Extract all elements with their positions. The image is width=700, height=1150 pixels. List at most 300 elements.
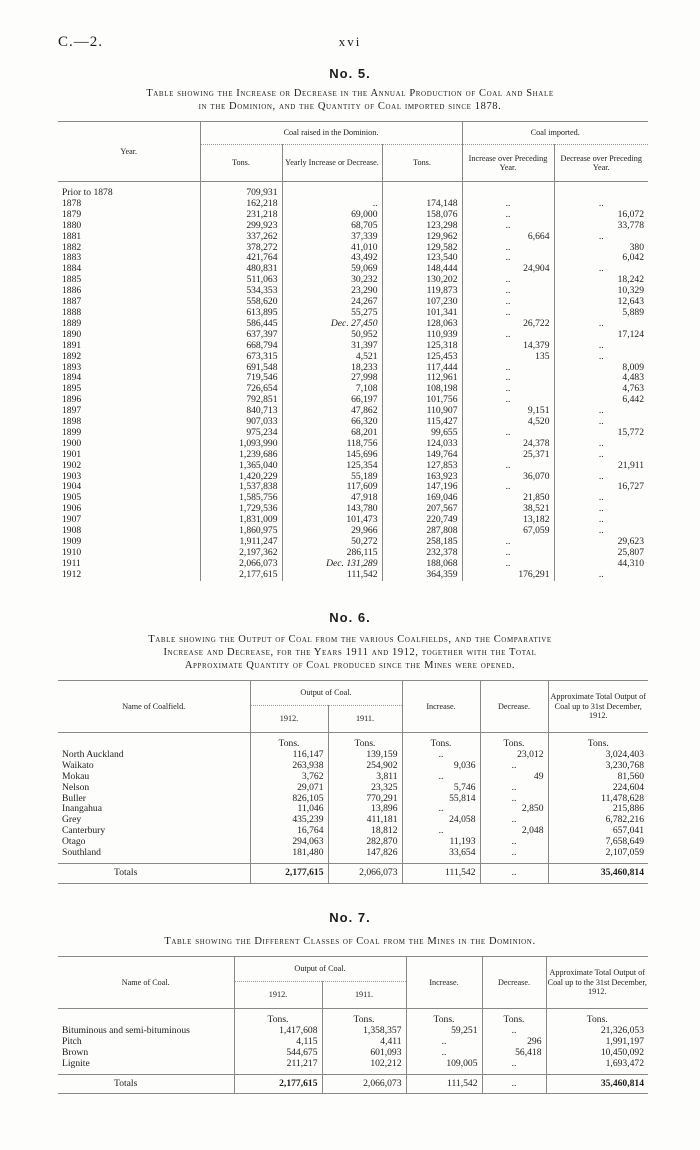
yearly-change-cell: 31,397: [282, 341, 382, 352]
yearly-change-cell: 37,339: [282, 232, 382, 243]
decrease-cell: 33,778: [617, 219, 644, 231]
increase-cell: 109,005: [406, 1059, 482, 1074]
table-row: [58, 848, 648, 863]
tons-raised-cell: 1,729,536: [200, 504, 282, 515]
coalfield-name-cell: Nelson: [58, 783, 250, 794]
tons-imported-cell: 101,756: [382, 395, 462, 406]
coalfield-name-cell: North Auckland: [58, 750, 250, 761]
table-row: [58, 761, 648, 772]
decrease-cell: ..: [598, 448, 604, 460]
coal-name-cell: Bituminous and semi-bituminous: [58, 1026, 234, 1037]
increase-cell: ..: [462, 482, 554, 493]
decrease-cell: ..: [480, 848, 548, 863]
output-1911-cell: 254,902: [328, 761, 402, 772]
year-cell: 1893: [58, 363, 200, 374]
table-row: [58, 804, 648, 815]
decrease-cell: 5,889: [622, 306, 644, 318]
yearly-change-cell: 47,918: [282, 493, 382, 504]
tons-imported-cell: 163,923: [382, 472, 462, 483]
increase-cell: ..: [402, 772, 480, 783]
col-increase-header: Increase.: [402, 681, 480, 733]
coalfield-name-cell: Waikato: [58, 761, 250, 772]
year-cell: 1900: [58, 439, 200, 450]
decrease-cell: 380: [629, 241, 644, 253]
total-output-cell: 6,782,216: [605, 814, 644, 826]
tons-imported-cell: 123,298: [382, 221, 462, 232]
increase-cell: 176,291: [462, 570, 554, 581]
tons-imported-cell: 258,185: [382, 537, 462, 548]
unit-label: Tons.: [587, 738, 609, 749]
output-1911-cell: 23,325: [328, 783, 402, 794]
coal-raised-group-header: Coal raised in the Dominion.: [200, 122, 462, 145]
tons-imported-cell: 149,764: [382, 450, 462, 461]
year-cell: 1906: [58, 504, 200, 515]
decrease-cell: ..: [598, 405, 604, 417]
yearly-change-cell: 143,780: [282, 504, 382, 515]
yearly-change-cell: [282, 182, 382, 199]
year-cell: 1898: [58, 417, 200, 428]
yearly-change-cell: 286,115: [282, 548, 382, 559]
decrease-cell: ..: [598, 317, 604, 329]
yearly-change-cell: 55,275: [282, 308, 382, 319]
decrease-cell: 17,124: [617, 328, 644, 340]
year-cell: 1884: [58, 264, 200, 275]
decrease-cell: ..: [480, 761, 548, 772]
table-7-number: No. 7.: [329, 910, 371, 925]
totals-row: [58, 1074, 648, 1094]
decrease-cell: 56,418: [482, 1048, 546, 1059]
decrease-cell: ..: [598, 230, 604, 242]
decrease-cell: ..: [598, 503, 604, 515]
decrease-cell: 6,042: [622, 252, 644, 264]
table-row: [58, 1026, 648, 1037]
unit-label: Tons.: [482, 1009, 546, 1026]
decrease-cell: ..: [598, 437, 604, 449]
totals-label: Totals: [58, 863, 250, 883]
year-cell: 1908: [58, 526, 200, 537]
tons-raised-cell: 1,239,686: [200, 450, 282, 461]
tons-raised-cell: 691,548: [200, 363, 282, 374]
decrease-cell: ..: [598, 514, 604, 526]
tons-imported-cell: 112,961: [382, 373, 462, 384]
yearly-change-cell: 111,542: [282, 570, 382, 581]
total-output-cell: 3,024,403: [605, 748, 644, 760]
tons-imported-cell: 128,063: [382, 319, 462, 330]
output-1912-cell: 211,217: [234, 1059, 322, 1074]
output-1912-cell: 181,480: [250, 848, 328, 863]
decrease-cell: ..: [598, 525, 604, 537]
tons-raised-cell: 907,033: [200, 417, 282, 428]
tons-imported-cell: 117,444: [382, 363, 462, 374]
col-total-header: Approximate Total Output of Coal up to the 31st December, 1912.: [547, 968, 647, 997]
decrease-cell: ..: [480, 837, 548, 848]
decrease-cell: 296: [482, 1037, 546, 1048]
decrease-cell: ..: [598, 263, 604, 275]
yearly-change-cell: ..: [282, 199, 382, 210]
table-6-number: No. 6.: [329, 610, 371, 625]
decrease-cell: ..: [598, 492, 604, 504]
increase-cell: ..: [462, 559, 554, 570]
increase-cell: ..: [462, 275, 554, 286]
totals-cell: ..: [480, 863, 548, 883]
decrease-cell: 12,643: [617, 296, 644, 308]
tons-imported-cell: 287,808: [382, 526, 462, 537]
table-6-title-line-3: Approximate Quantity of Coal produced since the Mines were opened.: [184, 660, 516, 671]
increase-cell: ..: [462, 537, 554, 548]
col-year-header: Year.: [58, 122, 200, 182]
tons-raised-cell: 2,177,615: [200, 570, 282, 581]
tons-imported-cell: 147,196: [382, 482, 462, 493]
output-1911-cell: 147,826: [328, 848, 402, 863]
tons-imported-cell: 125,318: [382, 341, 462, 352]
year-cell: 1885: [58, 275, 200, 286]
col-tons-raised-header: Tons.: [200, 145, 282, 182]
year-cell: 1911: [58, 559, 200, 570]
increase-cell: ..: [462, 253, 554, 264]
tons-raised-cell: 231,218: [200, 210, 282, 221]
decrease-cell: ..: [598, 197, 604, 209]
tons-imported-cell: 232,378: [382, 548, 462, 559]
tons-raised-cell: 586,445: [200, 319, 282, 330]
decrease-cell: ..: [598, 470, 604, 482]
output-1912-cell: 29,071: [250, 783, 328, 794]
units-blank-cell: [58, 733, 250, 750]
tons-imported-cell: 188,068: [382, 559, 462, 570]
table-row: [58, 750, 648, 761]
table-6: [58, 680, 648, 884]
table-row: [58, 1048, 648, 1059]
totals-cell: 111,542: [406, 1074, 482, 1094]
col-1912-header: 1912.: [234, 982, 322, 1009]
yearly-change-cell: 7,108: [282, 384, 382, 395]
output-1912-cell: 263,938: [250, 761, 328, 772]
increase-cell: 11,193: [402, 837, 480, 848]
decrease-cell: 29,623: [617, 536, 644, 547]
table-7-section: [0, 910, 700, 1094]
output-1912-cell: 116,147: [250, 750, 328, 761]
output-group-header: Output of Coal.: [234, 957, 406, 982]
decrease-cell: 6,442: [622, 394, 644, 406]
decrease-cell: 2,048: [480, 826, 548, 837]
units-row: [58, 733, 648, 750]
increase-cell: 14,379: [462, 341, 554, 352]
tons-raised-cell: 673,315: [200, 352, 282, 363]
increase-cell: 33,654: [402, 848, 480, 863]
year-cell: 1890: [58, 330, 200, 341]
output-1911-cell: 139,159: [328, 750, 402, 761]
yearly-change-cell: 41,010: [282, 243, 382, 254]
increase-cell: ..: [402, 750, 480, 761]
year-cell: 1899: [58, 428, 200, 439]
yearly-change-cell: 18,233: [282, 363, 382, 374]
tons-imported-cell: 99,655: [382, 428, 462, 439]
totals-cell: 2,177,615: [250, 863, 328, 883]
yearly-change-cell: 47,862: [282, 406, 382, 417]
table-row: [58, 783, 648, 794]
yearly-change-cell: 68,201: [282, 428, 382, 439]
tons-raised-cell: 2,066,073: [200, 559, 282, 570]
increase-cell: 21,850: [462, 493, 554, 504]
yearly-change-cell: 30,232: [282, 275, 382, 286]
table-5: [58, 121, 648, 581]
year-cell: 1912: [58, 570, 200, 581]
yearly-change-cell: 29,966: [282, 526, 382, 537]
tons-raised-cell: 1,860,975: [200, 526, 282, 537]
totals-cell: 35,460,814: [600, 866, 644, 878]
total-output-cell: 1,693,472: [605, 1057, 644, 1069]
unit-label: Tons.: [250, 733, 328, 750]
decrease-cell: 25,807: [617, 546, 644, 558]
tons-raised-cell: 511,063: [200, 275, 282, 286]
coalfield-name-cell: Mokau: [58, 772, 250, 783]
increase-cell: 24,058: [402, 815, 480, 826]
year-cell: 1909: [58, 537, 200, 548]
tons-raised-cell: 840,713: [200, 406, 282, 417]
year-cell: 1907: [58, 515, 200, 526]
yearly-change-cell: 43,492: [282, 253, 382, 264]
increase-cell: 38,521: [462, 504, 554, 515]
tons-imported-cell: 124,033: [382, 439, 462, 450]
tons-imported-cell: 101,341: [382, 308, 462, 319]
output-1911-cell: 282,870: [328, 837, 402, 848]
totals-cell: 35,460,814: [600, 1077, 644, 1089]
total-output-cell: 21,326,053: [600, 1024, 644, 1036]
decrease-cell: 49: [480, 772, 548, 783]
total-output-cell: 215,886: [612, 803, 644, 815]
yearly-change-cell: 69,000: [282, 210, 382, 221]
output-1911-cell: 4,411: [322, 1037, 406, 1048]
decrease-cell: 8,009: [622, 361, 644, 373]
output-1911-cell: 3,811: [328, 772, 402, 783]
table-row: [58, 341, 648, 352]
tons-raised-cell: 1,420,229: [200, 472, 282, 483]
yearly-change-cell: 55,189: [282, 472, 382, 483]
totals-cell: ..: [482, 1074, 546, 1094]
increase-cell: ..: [462, 395, 554, 406]
table-row: [58, 794, 648, 805]
table-5-body: [58, 182, 648, 581]
col-decrease-header: Decrease.: [480, 681, 548, 733]
decrease-cell: 4,483: [622, 372, 644, 384]
increase-cell: ..: [406, 1037, 482, 1048]
tons-imported-cell: 129,582: [382, 243, 462, 254]
yearly-change-cell: 118,756: [282, 439, 382, 450]
tons-raised-cell: 637,397: [200, 330, 282, 341]
coal-name-cell: Pitch: [58, 1037, 234, 1048]
page-header: [0, 34, 700, 56]
yearly-change-cell: 59,069: [282, 264, 382, 275]
increase-cell: ..: [462, 548, 554, 559]
output-1912-cell: 4,115: [234, 1037, 322, 1048]
year-cell: 1878: [58, 199, 200, 210]
tons-imported-cell: 130,202: [382, 275, 462, 286]
coalfield-name-cell: Inangahua: [58, 804, 250, 815]
coal-imported-group-header: Coal imported.: [462, 122, 648, 145]
tons-imported-cell: 148,444: [382, 264, 462, 275]
table-7: [58, 956, 648, 1094]
table-row: [58, 1059, 648, 1074]
tons-raised-cell: 613,895: [200, 308, 282, 319]
coal-name-cell: Lignite: [58, 1059, 234, 1074]
col-decrease-header: Decrease.: [482, 957, 546, 1009]
year-cell: 1897: [58, 406, 200, 417]
decrease-cell: ..: [482, 1026, 546, 1037]
col-coal-name-header: Name of Coal.: [58, 957, 234, 1009]
tons-raised-cell: 792,851: [200, 395, 282, 406]
yearly-change-cell: Dec. 27,450: [282, 319, 382, 330]
year-cell: 1880: [58, 221, 200, 232]
year-cell: 1903: [58, 472, 200, 483]
col-total-header: Approximate Total Output of Coal up to 31st December, 1912.: [550, 692, 646, 721]
coalfield-name-cell: Otago: [58, 837, 250, 848]
tons-imported-cell: 169,046: [382, 493, 462, 504]
table-7-body: [58, 1009, 648, 1094]
table-row: [58, 772, 648, 783]
decrease-cell: ..: [480, 794, 548, 805]
totals-cell: 2,066,073: [322, 1074, 406, 1094]
output-1911-cell: 1,358,357: [322, 1026, 406, 1037]
increase-cell: ..: [462, 221, 554, 232]
unit-label: Tons.: [234, 1009, 322, 1026]
col-increase-header: Increase.: [406, 957, 482, 1009]
output-1911-cell: 770,291: [328, 794, 402, 805]
page-number: xvi: [338, 34, 362, 49]
increase-cell: 5,746: [402, 783, 480, 794]
coalfield-name-cell: Buller: [58, 794, 250, 805]
increase-cell: 24,904: [462, 264, 554, 275]
tons-imported-cell: 125,453: [382, 352, 462, 363]
tons-imported-cell: 123,540: [382, 253, 462, 264]
decrease-cell: ..: [598, 568, 604, 580]
tons-raised-cell: 378,272: [200, 243, 282, 254]
totals-label: Totals: [58, 1074, 234, 1094]
tons-imported-cell: 108,198: [382, 384, 462, 395]
increase-cell: 67,059: [462, 526, 554, 537]
yearly-change-cell: 27,998: [282, 373, 382, 384]
yearly-change-cell: 50,272: [282, 537, 382, 548]
unit-label: Tons.: [328, 733, 402, 750]
yearly-change-cell: 68,705: [282, 221, 382, 232]
tons-raised-cell: 480,831: [200, 264, 282, 275]
decrease-cell: ..: [482, 1059, 546, 1074]
table-5-section: [0, 66, 700, 581]
tons-imported-cell: 107,230: [382, 297, 462, 308]
table-row: [58, 232, 648, 243]
year-cell: 1902: [58, 461, 200, 472]
col-1911-header: 1911.: [328, 706, 402, 733]
yearly-change-cell: 50,952: [282, 330, 382, 341]
decrease-cell: ..: [480, 783, 548, 794]
increase-cell: ..: [402, 804, 480, 815]
tons-raised-cell: 1,537,838: [200, 482, 282, 493]
increase-cell: 24,378: [462, 439, 554, 450]
table-row: [58, 1037, 648, 1048]
yearly-change-cell: 125,354: [282, 461, 382, 472]
units-row: [58, 1009, 648, 1026]
table-5-number: No. 5.: [329, 66, 371, 81]
year-cell: 1901: [58, 450, 200, 461]
coalfield-name-cell: Canterbury: [58, 826, 250, 837]
col-1912-header: 1912.: [250, 706, 328, 733]
increase-cell: ..: [462, 384, 554, 395]
increase-cell: ..: [462, 308, 554, 319]
tons-raised-cell: 1,831,009: [200, 515, 282, 526]
table-6-title-line-1: Table showing the Output of Coal from the various Coalfields, and the Comparative: [148, 634, 552, 645]
output-1912-cell: 3,762: [250, 772, 328, 783]
totals-cell: 111,542: [402, 863, 480, 883]
increase-cell: [462, 182, 554, 199]
tons-imported-cell: 110,907: [382, 406, 462, 417]
table-row: [58, 221, 648, 232]
tons-imported-cell: 127,853: [382, 461, 462, 472]
year-cell: 1888: [58, 308, 200, 319]
decrease-cell: ..: [598, 416, 604, 428]
col-1911-header: 1911.: [322, 982, 406, 1009]
decrease-cell: 4,763: [622, 383, 644, 395]
tons-raised-cell: 1,365,040: [200, 461, 282, 472]
coal-name-cell: Brown: [58, 1048, 234, 1059]
decrease-cell: ..: [598, 350, 604, 362]
output-1911-cell: 102,212: [322, 1059, 406, 1074]
tons-raised-cell: 337,262: [200, 232, 282, 243]
output-1912-cell: 826,105: [250, 794, 328, 805]
unit-label: Tons.: [406, 1009, 482, 1026]
tons-raised-cell: 534,353: [200, 286, 282, 297]
year-cell: 1883: [58, 253, 200, 264]
increase-cell: ..: [462, 363, 554, 374]
yearly-change-cell: 23,290: [282, 286, 382, 297]
col-increase-header: Increase over Preceding Year.: [462, 145, 554, 182]
decrease-cell: 16,072: [617, 208, 644, 220]
tons-raised-cell: 726,654: [200, 384, 282, 395]
total-output-cell: 11,478,628: [601, 792, 644, 804]
table-row: [58, 461, 648, 472]
unit-label: Tons.: [322, 1009, 406, 1026]
year-cell: 1887: [58, 297, 200, 308]
col-tons-imported-header: Tons.: [382, 145, 462, 182]
output-1912-cell: 16,764: [250, 826, 328, 837]
total-output-cell: 10,450,092: [600, 1046, 644, 1058]
increase-cell: 9,036: [402, 761, 480, 772]
year-cell: 1892: [58, 352, 200, 363]
units-blank-cell: [58, 1009, 234, 1026]
year-cell: 1886: [58, 286, 200, 297]
tons-raised-cell: 558,620: [200, 297, 282, 308]
year-cell: 1894: [58, 373, 200, 384]
tons-raised-cell: 1,093,990: [200, 439, 282, 450]
decrease-cell: ..: [598, 339, 604, 351]
table-row: [58, 837, 648, 848]
tons-raised-cell: 2,197,362: [200, 548, 282, 559]
year-cell: 1889: [58, 319, 200, 330]
year-cell: 1891: [58, 341, 200, 352]
col-coalfield-header: Name of Coalfield.: [58, 681, 250, 733]
increase-cell: 4,520: [462, 417, 554, 428]
table-6-body: [58, 733, 648, 884]
output-1911-cell: 13,896: [328, 804, 402, 815]
table-row: [58, 182, 648, 199]
tons-raised-cell: 975,234: [200, 428, 282, 439]
output-1911-cell: 411,181: [328, 815, 402, 826]
tons-imported-cell: 207,567: [382, 504, 462, 515]
year-cell: 1879: [58, 210, 200, 221]
table-row: [58, 373, 648, 384]
increase-cell: ..: [462, 286, 554, 297]
tons-imported-cell: 364,359: [382, 570, 462, 581]
tons-raised-cell: 709,931: [200, 182, 282, 199]
table-row: [58, 570, 648, 581]
tons-raised-cell: 668,794: [200, 341, 282, 352]
